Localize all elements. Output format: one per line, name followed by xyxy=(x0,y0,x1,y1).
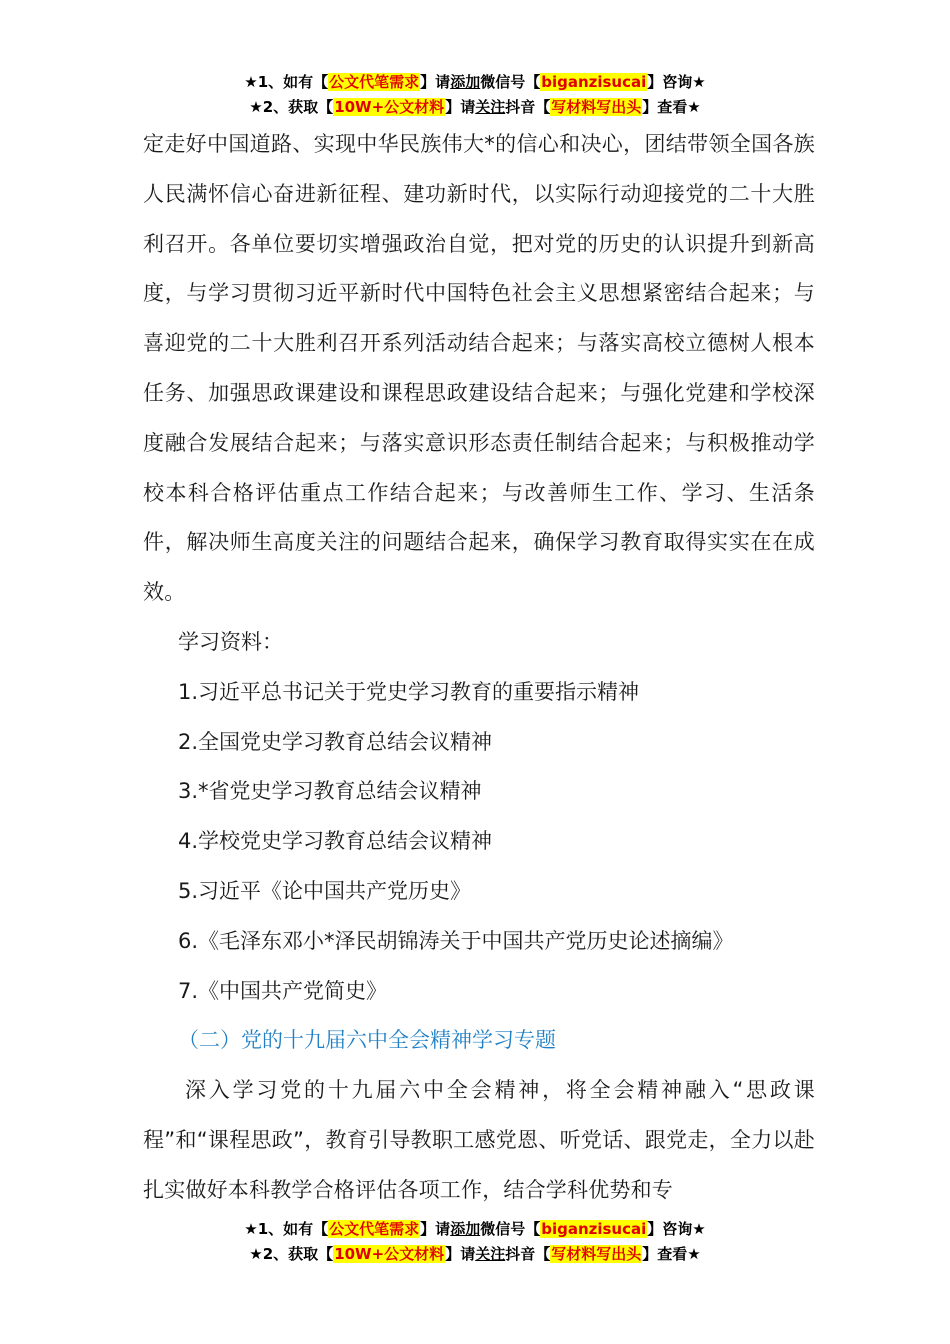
banner-text: 】请 xyxy=(420,1220,451,1238)
banner-douyin-account: 写材料写出头 xyxy=(551,98,642,116)
banner-highlight: 公文代笔需求 xyxy=(329,73,420,91)
banner-text: 抖音【 xyxy=(505,1245,551,1263)
materials-item: 3.*省党史学习教育总结会议精神 xyxy=(178,779,482,804)
materials-label: 学习资料： xyxy=(178,629,283,654)
banner-text: ★2、获取【 xyxy=(249,98,334,116)
banner-text: 】请 xyxy=(420,73,451,91)
banner-text: 】请 xyxy=(445,1245,476,1263)
banner-text: ★2、获取【 xyxy=(249,1245,334,1263)
materials-item: 2.全国党史学习教育总结会议精神 xyxy=(178,729,493,754)
banner-text: 微信号【 xyxy=(480,1220,541,1238)
banner-text: 微信号【 xyxy=(480,73,541,91)
banner-text: 抖音【 xyxy=(505,98,551,116)
banner-text: 】查看★ xyxy=(642,98,701,116)
materials-item: 6.《毛泽东邓小*泽民胡锦涛关于中国共产党历史论述摘编》 xyxy=(178,928,734,953)
banner-line-1 xyxy=(0,70,950,95)
body-paragraph-1: 定走好中国道路、实现中华民族伟大*的信心和决心，团结带领全国各族人民满怀信心奋进新征程、建功新时代，以实际行动迎接党的二十大胜利召开。各单位要切实增强政治自觉，把对党的历史的认识提升到新高度，与学习贯彻习近平新时代中国特色社会主义思想紧密结合起来；与喜迎党的二十大胜利召开系列活动结合起来；与落实高校立德树人根本任务、加强思政课建设和课程思政建设结合起来；与强化党建和学校深度融合发展结合起来；与落实意识形态责任制结合起来；与积极推动学校本科合格评估重点工作结合起来；与改善师生工作、学习、生活条件，解决师生高度关注的问题结合起来，确保学习教育取得实实在在成效。 xyxy=(143,132,815,605)
banner-text: 】咨询★ xyxy=(647,73,706,91)
materials-item: 4.学校党史学习教育总结会议精神 xyxy=(178,829,493,854)
banner-douyin-account: 写材料写出头 xyxy=(551,1245,642,1263)
materials-item: 7.《中国共产党简史》 xyxy=(178,978,388,1003)
banner-underlined: 关注 xyxy=(475,1245,506,1263)
footer-banner xyxy=(0,1217,950,1267)
banner-underlined: 添加 xyxy=(450,1220,481,1238)
banner-line-2 xyxy=(0,1242,950,1267)
banner-line-2 xyxy=(0,95,950,120)
materials-item: 5.习近平《论中国共产党历史》 xyxy=(178,878,472,903)
banner-highlight: 10W+公文材料 xyxy=(334,1245,445,1263)
banner-highlight: 10W+公文材料 xyxy=(334,98,445,116)
banner-wechat-id: biganzisucai xyxy=(541,1220,647,1238)
banner-underlined: 添加 xyxy=(450,73,481,91)
banner-text: 】咨询★ xyxy=(647,1220,706,1238)
banner-highlight: 公文代笔需求 xyxy=(329,1220,420,1238)
banner-text: 】请 xyxy=(445,98,476,116)
banner-wechat-id: biganzisucai xyxy=(541,73,647,91)
section-heading: （二）党的十九届六中全会精神学习专题 xyxy=(178,1028,556,1053)
materials-item: 1.习近平总书记关于党史学习教育的重要指示精神 xyxy=(178,679,640,704)
body-paragraph-2: 深入学习党的十九届六中全会精神，将全会精神融入“思政课程”和“课程思政”，教育引导教职工感党恩、听党话、跟党走，全力以赴扎实做好本科教学合格评估各项工作，结合学科优势和专 xyxy=(143,1078,815,1202)
document-body xyxy=(143,120,815,1216)
banner-underlined: 关注 xyxy=(475,98,506,116)
banner-text: 】查看★ xyxy=(642,1245,701,1263)
banner-text: ★1、如有【 xyxy=(244,1220,329,1238)
banner-text: ★1、如有【 xyxy=(244,73,329,91)
banner-line-1 xyxy=(0,1217,950,1242)
header-banner xyxy=(0,70,950,120)
